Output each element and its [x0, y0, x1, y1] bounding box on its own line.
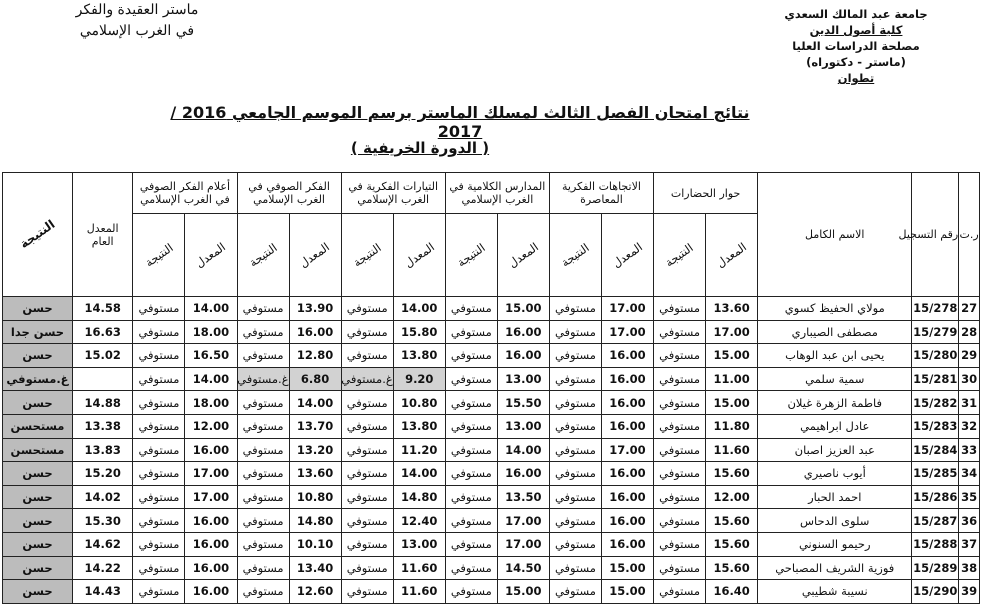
degree-levels: (ماستر - دكتوراه)	[806, 55, 906, 69]
sub-header-average: المعدل	[706, 214, 758, 297]
institution-header	[766, 6, 946, 86]
module-average: 16.00	[601, 485, 653, 509]
module-result: مستوفي	[133, 438, 185, 462]
module-average: 13.80	[393, 344, 445, 368]
module-average: 16.00	[497, 320, 549, 344]
module-result: مستوفي	[654, 438, 706, 462]
module-result: مستوفي	[237, 556, 289, 580]
module-average: 14.00	[289, 391, 341, 415]
row-final-result: مستحسن	[3, 414, 73, 438]
module-result: مستوفي	[341, 320, 393, 344]
module-result: مستوفي	[654, 367, 706, 391]
module-result: مستوفي	[341, 532, 393, 556]
row-final-result: حسن	[3, 344, 73, 368]
sub-header-result: النتيجة	[445, 214, 497, 297]
module-result: غ.مستوفي	[341, 367, 393, 391]
sub-header-average: المعدل	[601, 214, 653, 297]
module-average: 14.00	[497, 438, 549, 462]
module-average: 11.60	[393, 580, 445, 604]
module-result: مستوفي	[549, 320, 601, 344]
row-final-result: حسن جدا	[3, 320, 73, 344]
table-row	[3, 580, 980, 604]
row-final-average: 13.38	[72, 414, 132, 438]
module-average: 14.00	[393, 297, 445, 321]
module-average: 15.00	[497, 297, 549, 321]
faculty-name: كلية أصول الدين	[809, 23, 903, 37]
module-result: مستوفي	[654, 580, 706, 604]
row-final-average: 14.58	[72, 297, 132, 321]
module-average: 13.00	[393, 532, 445, 556]
module-average: 14.80	[393, 485, 445, 509]
row-final-result: غ.مستوفي	[3, 367, 73, 391]
row-final-average: 14.22	[72, 556, 132, 580]
row-final-average: 15.30	[72, 509, 132, 533]
module-average: 9.20	[393, 367, 445, 391]
module-result: غ.مستوفي	[237, 367, 289, 391]
sub-header-result: النتيجة	[341, 214, 393, 297]
module-average: 16.50	[185, 344, 237, 368]
module-result: مستوفي	[654, 485, 706, 509]
sub-header-average: المعدل	[393, 214, 445, 297]
sub-header-result: النتيجة	[654, 214, 706, 297]
module-average: 14.00	[185, 367, 237, 391]
module-result: مستوفي	[445, 391, 497, 415]
module-result: مستوفي	[549, 580, 601, 604]
module-result: مستوفي	[341, 485, 393, 509]
row-final-result: مستحسن	[3, 438, 73, 462]
row-rank: 35	[959, 485, 980, 509]
module-average: 15.00	[601, 580, 653, 604]
module-result: مستوفي	[133, 344, 185, 368]
module-average: 11.60	[706, 438, 758, 462]
row-registration: 15/282	[912, 391, 959, 415]
module-result: مستوفي	[654, 320, 706, 344]
module-result: مستوفي	[445, 367, 497, 391]
module-header-5: الفكر الصوفي في الغرب الإسلامي	[237, 173, 341, 214]
module-average: 16.00	[601, 391, 653, 415]
row-name: احمد الحبار	[758, 485, 912, 509]
module-result: مستوفي	[445, 320, 497, 344]
module-average: 12.00	[706, 485, 758, 509]
module-average: 15.00	[706, 344, 758, 368]
module-average: 16.00	[185, 532, 237, 556]
module-result: مستوفي	[341, 297, 393, 321]
module-result: مستوفي	[654, 462, 706, 486]
table-row	[3, 320, 980, 344]
module-result: مستوفي	[549, 438, 601, 462]
module-header-2: الاتجاهات الفكرية المعاصرة	[549, 173, 653, 214]
module-result: مستوفي	[549, 391, 601, 415]
module-result: مستوفي	[549, 367, 601, 391]
row-final-result: حسن	[3, 485, 73, 509]
table-row	[3, 297, 980, 321]
module-result: مستوفي	[654, 414, 706, 438]
module-average: 10.80	[289, 485, 341, 509]
results-body	[3, 297, 980, 604]
module-result: مستوفي	[445, 414, 497, 438]
row-name: يحيى ابن عبد الوهاب	[758, 344, 912, 368]
module-average: 12.60	[289, 580, 341, 604]
row-final-average: 16.63	[72, 320, 132, 344]
module-result: مستوفي	[549, 462, 601, 486]
module-result: مستوفي	[237, 509, 289, 533]
module-result: مستوفي	[133, 320, 185, 344]
module-average: 15.80	[393, 320, 445, 344]
module-average: 18.00	[185, 320, 237, 344]
module-result: مستوفي	[549, 297, 601, 321]
module-result: مستوفي	[549, 344, 601, 368]
module-result: مستوفي	[237, 344, 289, 368]
module-average: 16.00	[497, 462, 549, 486]
page-subtitle: ( الدورة الخريفية )	[350, 139, 490, 157]
module-average: 6.80	[289, 367, 341, 391]
program-region: في الغرب الإسلامي	[79, 23, 195, 39]
module-result: مستوفي	[133, 391, 185, 415]
module-result: مستوفي	[549, 485, 601, 509]
row-final-result: حسن	[3, 580, 73, 604]
module-average: 17.00	[601, 297, 653, 321]
row-registration: 15/280	[912, 344, 959, 368]
row-final-average: 13.83	[72, 438, 132, 462]
col-header-final-average: المعدل العام	[72, 173, 132, 297]
table-row	[3, 391, 980, 415]
module-average: 13.00	[497, 414, 549, 438]
module-average: 16.00	[185, 556, 237, 580]
row-rank: 28	[959, 320, 980, 344]
module-result: مستوفي	[445, 580, 497, 604]
row-rank: 39	[959, 580, 980, 604]
sub-header-result: النتيجة	[549, 214, 601, 297]
module-average: 13.40	[289, 556, 341, 580]
module-average: 14.50	[497, 556, 549, 580]
row-name: مصطفى الصيباري	[758, 320, 912, 344]
row-rank: 37	[959, 532, 980, 556]
module-result: مستوفي	[237, 391, 289, 415]
module-average: 11.80	[706, 414, 758, 438]
program-name: ماستر العقيدة والفكر	[75, 2, 199, 18]
module-result: مستوفي	[237, 297, 289, 321]
module-average: 16.00	[601, 367, 653, 391]
row-final-average	[72, 367, 132, 391]
page-title: نتائج امتحان الفصل الثالث لمسلك الماستر برسم الموسم الجامعي 2016 / 2017	[170, 103, 750, 141]
module-average: 12.80	[289, 344, 341, 368]
module-result: مستوفي	[237, 462, 289, 486]
table-row	[3, 438, 980, 462]
module-result: مستوفي	[445, 344, 497, 368]
row-rank: 38	[959, 556, 980, 580]
module-average: 10.80	[393, 391, 445, 415]
module-average: 15.50	[497, 391, 549, 415]
module-average: 13.80	[393, 414, 445, 438]
module-average: 15.60	[706, 532, 758, 556]
module-average: 15.00	[601, 556, 653, 580]
module-result: مستوفي	[341, 344, 393, 368]
module-result: مستوفي	[445, 462, 497, 486]
row-registration: 15/285	[912, 462, 959, 486]
module-average: 16.00	[601, 462, 653, 486]
module-result: مستوفي	[549, 532, 601, 556]
module-average: 16.00	[185, 509, 237, 533]
col-header-name: الاسم الكامل	[758, 173, 912, 297]
module-average: 16.00	[185, 438, 237, 462]
module-average: 13.50	[497, 485, 549, 509]
module-result: مستوفي	[549, 509, 601, 533]
module-result: مستوفي	[654, 391, 706, 415]
module-result: مستوفي	[654, 556, 706, 580]
module-average: 13.00	[497, 367, 549, 391]
module-average: 12.00	[185, 414, 237, 438]
module-average: 16.00	[601, 344, 653, 368]
row-final-result: حسن	[3, 462, 73, 486]
row-name: سلوى الدحاس	[758, 509, 912, 533]
row-final-result: حسن	[3, 297, 73, 321]
module-result: مستوفي	[445, 485, 497, 509]
table-row	[3, 462, 980, 486]
row-rank: 33	[959, 438, 980, 462]
row-name: فاطمة الزهرة غيلان	[758, 391, 912, 415]
row-final-average: 15.02	[72, 344, 132, 368]
module-result: مستوفي	[237, 485, 289, 509]
row-rank: 30	[959, 367, 980, 391]
sub-header-result: النتيجة	[133, 214, 185, 297]
row-final-average: 14.02	[72, 485, 132, 509]
row-registration: 15/283	[912, 414, 959, 438]
module-average: 13.90	[289, 297, 341, 321]
module-result: مستوفي	[237, 580, 289, 604]
sub-header-average: المعدل	[497, 214, 549, 297]
module-result: مستوفي	[341, 414, 393, 438]
module-result: مستوفي	[654, 344, 706, 368]
module-average: 15.00	[497, 580, 549, 604]
module-average: 16.00	[601, 532, 653, 556]
module-average: 16.00	[601, 414, 653, 438]
row-registration: 15/281	[912, 367, 959, 391]
row-registration: 15/289	[912, 556, 959, 580]
sub-header-average: المعدل	[185, 214, 237, 297]
row-registration: 15/284	[912, 438, 959, 462]
module-average: 18.00	[185, 391, 237, 415]
col-header-final-result: النتيجة	[3, 173, 73, 297]
table-row	[3, 485, 980, 509]
module-average: 17.00	[185, 485, 237, 509]
row-rank: 27	[959, 297, 980, 321]
row-name: رحيمو السنوني	[758, 532, 912, 556]
module-result: مستوفي	[549, 556, 601, 580]
module-header-6: أعلام الفكر الصوفي في الغرب الإسلامي	[133, 173, 237, 214]
col-header-rank: ر.ت	[959, 173, 980, 297]
row-name: فوزية الشريف المصباحي	[758, 556, 912, 580]
module-result: مستوفي	[654, 532, 706, 556]
row-final-average: 14.62	[72, 532, 132, 556]
module-result: مستوفي	[341, 438, 393, 462]
row-registration: 15/286	[912, 485, 959, 509]
module-average: 17.00	[706, 320, 758, 344]
row-final-result: حسن	[3, 391, 73, 415]
row-registration: 15/290	[912, 580, 959, 604]
row-rank: 34	[959, 462, 980, 486]
module-result: مستوفي	[133, 556, 185, 580]
program-header	[52, 0, 222, 42]
module-result: مستوفي	[133, 462, 185, 486]
module-result: مستوفي	[654, 509, 706, 533]
module-average: 16.40	[706, 580, 758, 604]
city-name: تطوان	[837, 71, 875, 85]
module-average: 15.60	[706, 556, 758, 580]
module-average: 12.40	[393, 509, 445, 533]
module-average: 15.60	[706, 462, 758, 486]
table-row	[3, 509, 980, 533]
table-row	[3, 367, 980, 391]
results-table	[2, 172, 980, 604]
module-average: 17.00	[601, 320, 653, 344]
module-result: مستوفي	[341, 462, 393, 486]
module-average: 15.00	[706, 391, 758, 415]
col-header-registration: رقم التسجيل	[912, 173, 959, 297]
module-average: 17.00	[185, 462, 237, 486]
row-final-result: حسن	[3, 532, 73, 556]
table-row	[3, 344, 980, 368]
university-name: جامعة عبد المالك السعدي	[784, 7, 928, 21]
row-final-average: 14.88	[72, 391, 132, 415]
module-result: مستوفي	[133, 367, 185, 391]
department-name: مصلحة الدراسات العليا	[792, 39, 920, 53]
module-result: مستوفي	[133, 297, 185, 321]
module-average: 11.00	[706, 367, 758, 391]
module-header-4: التيارات الفكرية في الغرب الإسلامي	[341, 173, 445, 214]
row-registration: 15/278	[912, 297, 959, 321]
module-result: مستوفي	[237, 320, 289, 344]
module-average: 11.60	[393, 556, 445, 580]
row-name: مولاي الحفيظ كسوي	[758, 297, 912, 321]
module-average: 13.20	[289, 438, 341, 462]
module-result: مستوفي	[133, 580, 185, 604]
row-rank: 29	[959, 344, 980, 368]
table-row	[3, 556, 980, 580]
table-row	[3, 532, 980, 556]
module-result: مستوفي	[549, 414, 601, 438]
row-name: أيوب ناصيري	[758, 462, 912, 486]
row-rank: 36	[959, 509, 980, 533]
sub-header-result: النتيجة	[237, 214, 289, 297]
module-average: 10.10	[289, 532, 341, 556]
module-average: 16.00	[497, 344, 549, 368]
row-name: عادل ابراهيمي	[758, 414, 912, 438]
table-row	[3, 414, 980, 438]
module-result: مستوفي	[133, 485, 185, 509]
row-rank: 32	[959, 414, 980, 438]
row-name: نسيبة شطيبي	[758, 580, 912, 604]
module-average: 16.00	[289, 320, 341, 344]
row-final-average: 14.43	[72, 580, 132, 604]
module-average: 16.00	[185, 580, 237, 604]
module-result: مستوفي	[237, 414, 289, 438]
module-result: مستوفي	[133, 532, 185, 556]
row-name: سمية سلمي	[758, 367, 912, 391]
row-registration: 15/287	[912, 509, 959, 533]
module-average: 15.60	[706, 509, 758, 533]
module-average: 16.00	[601, 509, 653, 533]
module-average: 14.80	[289, 509, 341, 533]
module-result: مستوفي	[445, 509, 497, 533]
module-result: مستوفي	[341, 556, 393, 580]
sub-header-average: المعدل	[289, 214, 341, 297]
module-average: 14.00	[393, 462, 445, 486]
module-result: مستوفي	[445, 532, 497, 556]
module-result: مستوفي	[445, 438, 497, 462]
row-registration: 15/288	[912, 532, 959, 556]
row-final-result: حسن	[3, 556, 73, 580]
module-result: مستوفي	[341, 509, 393, 533]
module-header-3: المدارس الكلامية في الغرب الإسلامي	[445, 173, 549, 214]
module-result: مستوفي	[445, 297, 497, 321]
module-result: مستوفي	[133, 509, 185, 533]
module-result: مستوفي	[133, 414, 185, 438]
module-average: 14.00	[185, 297, 237, 321]
module-average: 13.70	[289, 414, 341, 438]
module-result: مستوفي	[445, 556, 497, 580]
module-average: 13.60	[706, 297, 758, 321]
row-name: عبد العزيز اصبان	[758, 438, 912, 462]
module-result: مستوفي	[341, 391, 393, 415]
module-average: 17.00	[497, 532, 549, 556]
module-result: مستوفي	[654, 297, 706, 321]
module-result: مستوفي	[341, 580, 393, 604]
row-rank: 31	[959, 391, 980, 415]
module-header-1: حوار الحضارات	[654, 173, 758, 214]
row-final-result: حسن	[3, 509, 73, 533]
module-average: 17.00	[601, 438, 653, 462]
row-final-average: 15.20	[72, 462, 132, 486]
module-result: مستوفي	[237, 532, 289, 556]
module-result: مستوفي	[237, 438, 289, 462]
row-registration: 15/279	[912, 320, 959, 344]
module-average: 17.00	[497, 509, 549, 533]
module-average: 11.20	[393, 438, 445, 462]
module-average: 13.60	[289, 462, 341, 486]
